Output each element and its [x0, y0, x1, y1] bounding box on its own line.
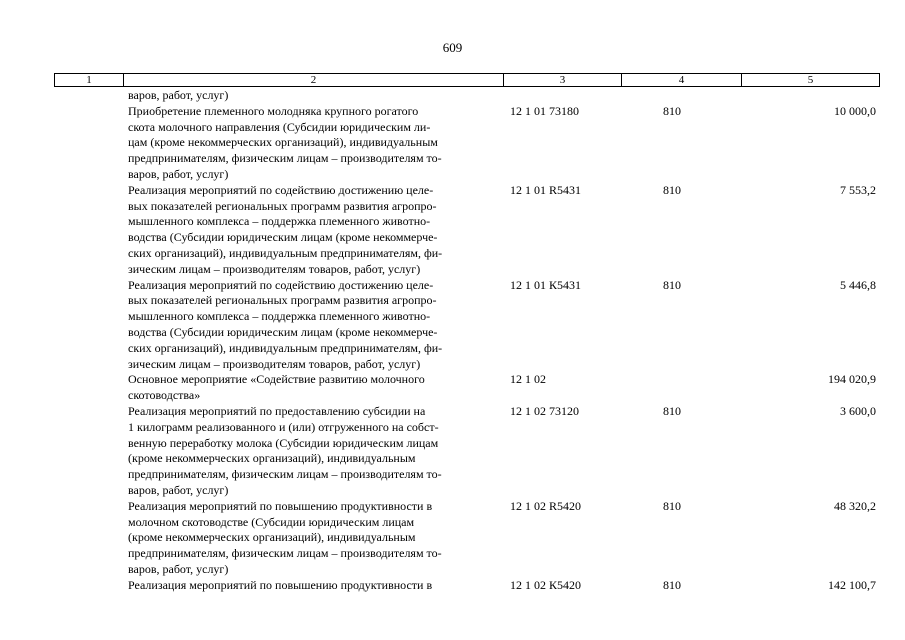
description-line: зическим лицам – производителям товаров, работ, услуг) [128, 356, 421, 371]
description-line: Приобретение племенного молодняка крупного рогатого [128, 103, 419, 118]
column-header-1: 1 [55, 74, 124, 86]
description-line: предпринимателям, физическим лицам – производителям то- [128, 546, 442, 561]
description-line: (кроме некоммерческих организаций), индивидуальным [128, 530, 416, 545]
row-amount: 48 320,2 [834, 498, 876, 513]
description-line: вых показателей региональных программ развития агропро- [128, 198, 437, 213]
table-row [54, 404, 880, 499]
row-type: 810 [663, 103, 681, 118]
row-type [661, 88, 727, 104]
description-line: (кроме некоммерческих организаций), индивидуальным [128, 451, 416, 466]
row-type: 810 [663, 498, 681, 513]
row-description [128, 578, 498, 594]
description-line: Реализация мероприятий по содействию достижению целе- [128, 277, 434, 292]
row-type: 810 [663, 403, 681, 418]
row-amount [727, 88, 880, 104]
row-description [128, 404, 498, 499]
description-line: предпринимателям, физическим лицам – производителям то- [128, 151, 442, 166]
row-amount: 7 553,2 [840, 182, 876, 197]
table-row [54, 499, 880, 578]
row-type: 810 [663, 182, 681, 197]
row-type [661, 372, 727, 404]
description-line: зическим лицам – производителям товаров, работ, услуг) [128, 261, 421, 276]
row-description [128, 183, 498, 278]
table-header [54, 73, 880, 87]
column-header-3: 3 [504, 74, 622, 86]
row-type: 810 [663, 277, 681, 292]
description-line: варов, работ, услуг) [128, 166, 229, 181]
column-header-5: 5 [807, 74, 814, 86]
row-code: 12 1 01 73180 [510, 103, 579, 118]
table-row [54, 372, 880, 404]
row-description [128, 104, 498, 183]
description-line: водства (Субсидии юридическим лицам (кроме некоммерче- [128, 230, 438, 245]
column-header-2: 2 [124, 74, 504, 86]
row-code: 12 1 01 R5431 [510, 182, 582, 197]
row-code: 12 1 02 R5420 [510, 498, 582, 513]
description-line: вых показателей региональных программ развития агропро- [128, 293, 437, 308]
description-line: цам (кроме некоммерческих организаций), индивидуальным [128, 135, 438, 150]
row-description [128, 499, 498, 578]
row-empty-cell [54, 88, 128, 104]
description-line: Реализация мероприятий по содействию достижению целе- [128, 182, 434, 197]
description-line: скота молочного направления (Субсидии юридическим ли- [128, 119, 431, 134]
description-line: скотоводства» [128, 388, 201, 403]
description-line: Реализация мероприятий по повышению продуктивности в [128, 577, 433, 592]
description-line: венную переработку молока (Субсидии юридическим лицам [128, 435, 439, 450]
table-row [54, 104, 880, 183]
row-type: 810 [663, 577, 681, 592]
row-amount: 5 446,8 [840, 277, 876, 292]
row-code: 12 1 01 К5431 [510, 277, 582, 292]
description-line: Реализация мероприятий по повышению продуктивности в [128, 498, 433, 513]
row-description [128, 372, 498, 404]
page-number: 609 [442, 40, 463, 55]
row-code: 12 1 02 73120 [510, 403, 579, 418]
table-row [54, 278, 880, 373]
description-line: Реализация мероприятий по предоставлению субсидии на [128, 403, 426, 418]
table-row [54, 578, 880, 594]
description-line: варов, работ, услуг) [128, 88, 229, 102]
description-line: предпринимателям, физическим лицам – производителям то- [128, 467, 442, 482]
row-amount: 194 020,9 [828, 372, 876, 387]
row-empty-cell [54, 499, 128, 578]
row-description [128, 278, 498, 373]
table-body [54, 88, 880, 594]
description-line: варов, работ, услуг) [128, 482, 229, 497]
description-line: мышленного комплекса – поддержка племенного животно- [128, 214, 431, 229]
description-line: Основное мероприятие «Содействие развитию молочного [128, 372, 425, 387]
table-row [54, 183, 880, 278]
row-empty-cell [54, 104, 128, 183]
row-amount: 142 100,7 [828, 577, 876, 592]
table-row [54, 88, 880, 104]
row-code: 12 1 02 К5420 [510, 577, 582, 592]
row-empty-cell [54, 183, 128, 278]
description-line: водства (Субсидии юридическим лицам (кроме некоммерче- [128, 324, 438, 339]
description-line: ских организаций), индивидуальным предпринимателям, фи- [128, 245, 443, 260]
row-amount: 10 000,0 [834, 103, 876, 118]
column-header-4: 4 [622, 74, 742, 86]
description-line: 1 килограмм реализованного и (или) отгруженного на собст- [128, 419, 439, 434]
row-empty-cell [54, 404, 128, 499]
row-empty-cell [54, 278, 128, 373]
row-code: 12 1 02 [510, 372, 546, 387]
description-line: молочном скотоводстве (Субсидии юридическим лицам [128, 514, 415, 529]
row-empty-cell [54, 578, 128, 594]
row-empty-cell [54, 372, 128, 404]
row-code [498, 88, 661, 104]
description-line: ских организаций), индивидуальным предпринимателям, фи- [128, 340, 443, 355]
row-amount: 3 600,0 [840, 403, 876, 418]
row-description [128, 88, 498, 104]
description-line: мышленного комплекса – поддержка племенного животно- [128, 309, 431, 324]
description-line: варов, работ, услуг) [128, 561, 229, 576]
